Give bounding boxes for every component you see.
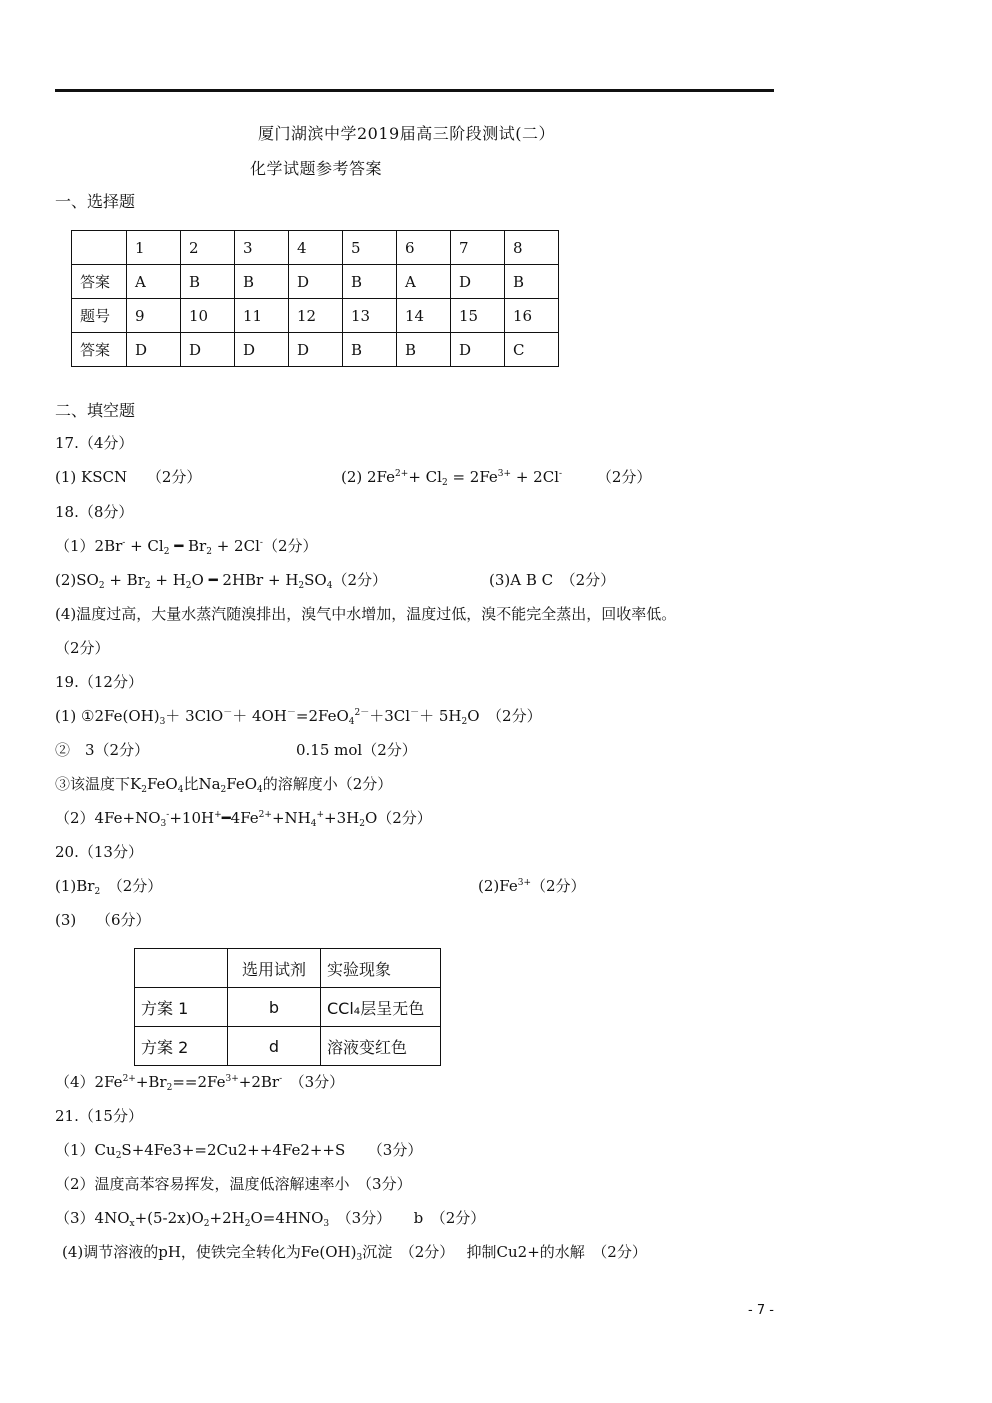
experiment-table-cell: CCl₄层呈无色 — [321, 988, 441, 1027]
experiment-table-cell: 方案 1 — [135, 988, 228, 1027]
answer-table-cell: A — [397, 265, 451, 299]
q21-part3: $(3)4NO_x+(5-2x)O_2+2H_2O=4HNO_3$ （3分） b （2分） — [55, 1209, 486, 1229]
experiment-table-cell: b — [228, 988, 321, 1027]
q20-heading: 20.（13分） — [55, 843, 143, 861]
header-rule — [55, 89, 774, 92]
q19-line3: ③该温度下$K_2FeO_4$比$Na_2FeO_4$的溶解度小（2分） — [55, 775, 393, 795]
answer-table-row — [72, 299, 559, 333]
answer-table-cell: D — [451, 333, 505, 367]
answer-table-cell: 10 — [181, 299, 235, 333]
answer-table-cell: 4 — [289, 231, 343, 265]
answer-table-cell: 16 — [505, 299, 559, 333]
q21-part2: （2）温度高苯容易挥发，温度低溶解速率小 （3分） — [55, 1175, 412, 1193]
answer-table-cell: 8 — [505, 231, 559, 265]
answer-table-cell: 12 — [289, 299, 343, 333]
exam-title: 厦门湖滨中学2019届高三阶段测试(二） — [258, 124, 555, 143]
experiment-table-cell — [135, 949, 228, 988]
answer-table-row — [72, 231, 559, 265]
experiment-table-cell: 选用试剂 — [228, 949, 321, 988]
answer-table-cell: 15 — [451, 299, 505, 333]
experiment-table-row — [135, 949, 441, 988]
experiment-table-row — [135, 988, 441, 1027]
experiment-table-cell: 实验现象 — [321, 949, 441, 988]
q18-part3: (3)A B C （2分） — [489, 571, 616, 589]
answer-table-cell: 6 — [397, 231, 451, 265]
q19-line4: $(2)4Fe+NO_3^-+10H^+━4Fe^{2+}+NH_4^++3H_2O(2$分） — [55, 809, 432, 829]
answer-table-cell: 题号 — [72, 299, 127, 333]
q18-line1: $(1)2Br^- + Cl_2$ ━ $Br_2 + 2Cl^-(2$分） — [55, 537, 318, 557]
q19-heading: 19.（12分） — [55, 673, 143, 691]
answer-table-cell: B — [505, 265, 559, 299]
answer-table-cell: 3 — [235, 231, 289, 265]
q21-part4: (4)调节溶液的pH，使铁完全转化为$Fe(OH)_3$沉淀 （2分） 抑制Cu2+的水解 （2分） — [62, 1243, 647, 1263]
answer-table-cell: 1 — [127, 231, 181, 265]
section-heading-choice: 一、选择题 — [55, 192, 136, 211]
answer-table-cell: 5 — [343, 231, 397, 265]
answer-table-cell: 2 — [181, 231, 235, 265]
q18-part4: (4)温度过高，大量水蒸汽随溴排出，溴气中水增加，温度过低，溴不能完全蒸出，回收率低。 — [55, 605, 677, 623]
answer-table-cell: D — [127, 333, 181, 367]
q21-heading: 21.（15分） — [55, 1107, 143, 1125]
answer-table-cell — [72, 231, 127, 265]
q17-part2: (2) $2Fe^{2+}+ Cl_2 = 2Fe^{3+} + 2Cl^-$ （2分） — [341, 468, 652, 488]
answer-table-cell: D — [235, 333, 289, 367]
section-heading-fill: 二、填空题 — [55, 401, 136, 420]
answer-table-cell: D — [289, 265, 343, 299]
answer-table-cell: 答案 — [72, 333, 127, 367]
exam-subtitle: 化学试题参考答案 — [250, 159, 383, 178]
experiment-table-cell: 方案 2 — [135, 1027, 228, 1066]
answer-table-cell: A — [127, 265, 181, 299]
experiment-table-cell: d — [228, 1027, 321, 1066]
answer-table-cell: 答案 — [72, 265, 127, 299]
answer-table-cell: B — [181, 265, 235, 299]
q19-line2b: 0.15 mol（2分） — [296, 741, 417, 759]
experiment-table-row — [135, 1027, 441, 1066]
answer-table-cell: D — [181, 333, 235, 367]
answer-table-cell: 7 — [451, 231, 505, 265]
answer-table-cell: 9 — [127, 299, 181, 333]
answer-table-cell: B — [235, 265, 289, 299]
answer-table-cell: B — [397, 333, 451, 367]
q18-line2: $(2)SO_2 + Br_2 + H_2O$ ━ $2HBr + H_2SO_4(2$分） — [55, 571, 387, 591]
answer-table-cell: 14 — [397, 299, 451, 333]
q21-part1: $(1)Cu_2S+4Fe3+=2Cu2++4Fe2++S$ （3分） — [55, 1141, 423, 1161]
q18-heading: 18.（8分） — [55, 503, 134, 521]
choice-answer-table — [71, 230, 559, 367]
q20-part1: $(1)Br_2$ （2分） — [55, 877, 163, 897]
q19-line1: (1) $①2Fe(OH)_3+ 3ClO^-+ 4OH^-=2FeO_4^{2-}+3Cl^-+ 5H_2O$ （2分） — [55, 707, 542, 727]
answer-table-cell: D — [289, 333, 343, 367]
answer-table-cell: 13 — [343, 299, 397, 333]
experiment-table-cell: 溶液变红色 — [321, 1027, 441, 1066]
answer-table-cell: B — [343, 333, 397, 367]
q17-part1: (1) KSCN （2分） — [55, 468, 202, 486]
q20-part3: (3) （6分） — [55, 911, 151, 929]
answer-table-cell: C — [505, 333, 559, 367]
answer-table-row — [72, 265, 559, 299]
answer-table-cell: B — [343, 265, 397, 299]
q19-line2a: ② 3（2分） — [55, 741, 150, 759]
answer-table-cell: D — [451, 265, 505, 299]
experiment-table — [134, 948, 441, 1066]
q17-heading: 17.（4分） — [55, 434, 134, 452]
answer-table-row — [72, 333, 559, 367]
answer-table-cell: 11 — [235, 299, 289, 333]
q18-part4-score: （2分） — [55, 639, 110, 657]
q20-part2: $(2)Fe^{3+}(2$分） — [478, 877, 586, 895]
page-number: - 7 - — [748, 1303, 774, 1318]
q20-part4: $(4)2Fe^{2+}+Br_2==2Fe^{3+}+2Br^-$ （3分） — [55, 1073, 345, 1093]
